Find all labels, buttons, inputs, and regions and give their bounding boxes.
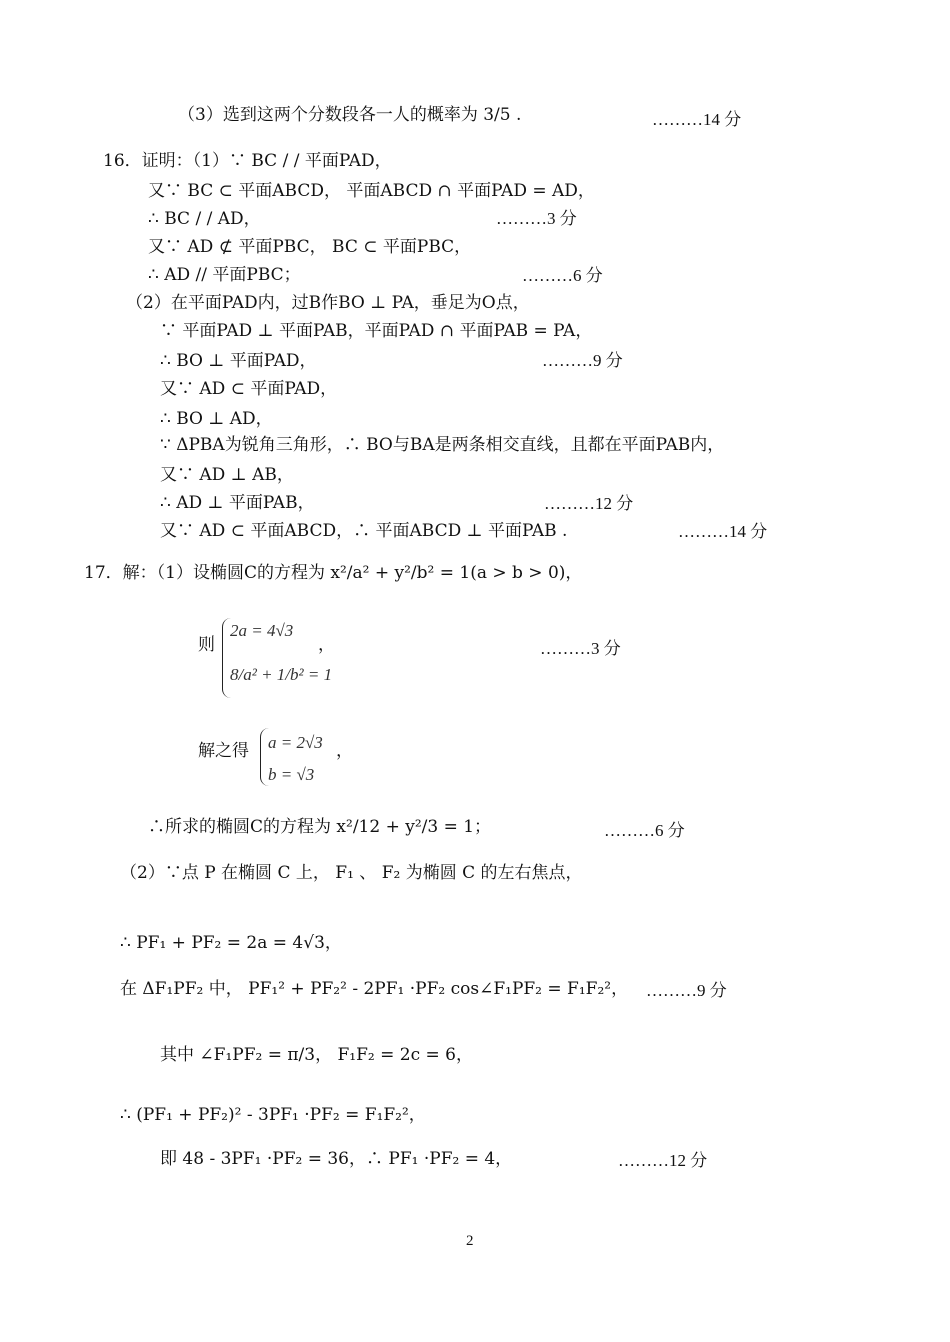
line-16-l: ∴ AD ⊥ 平面PAB，	[160, 493, 315, 513]
line-16-g: ∴ BO ⊥ 平面PAD，	[160, 351, 317, 371]
system2-comma: ，	[336, 741, 353, 761]
line-17-result: ∴所求的椭圆C的方程为 x²/12 + y²/3 = 1；	[148, 817, 492, 837]
line-16-m: 又∵ AD ⊂ 平面ABCD，∴ 平面ABCD ⊥ 平面PAB .	[160, 521, 568, 541]
line-17-square: ∴ (PF₁ + PF₂)² - 3PF₁ ·PF₂ = F₁F₂²，	[120, 1105, 426, 1125]
system2-eq2: b = √3	[268, 765, 315, 784]
line-17-then: 则	[198, 635, 215, 655]
line-16-f: ∵ 平面PAD ⊥ 平面PAB，平面PAD ∩ 平面PAB = PA，	[160, 321, 593, 341]
line-17-solve: 解之得	[198, 741, 249, 761]
line-16-b: ∴ BC / / AD，	[148, 209, 261, 229]
line-17-angle: 其中 ∠F₁PF₂ = π/3， F₁F₂ = 2c = 6，	[160, 1045, 473, 1065]
line-16-i: ∴ BO ⊥ AD，	[160, 409, 273, 429]
system1-eq1: 2a = 4√3	[230, 621, 294, 640]
line-16-c: 又∵ AD ⊄ 平面PBC， BC ⊂ 平面PBC，	[148, 237, 472, 257]
score-marker: ………12 分	[618, 1151, 708, 1170]
score-marker: ………14 分	[652, 110, 742, 129]
score-marker: ………6 分	[522, 266, 603, 285]
line-16-title: 16．证明：（1）∵ BC / / 平面PAD，	[103, 151, 392, 171]
line-17-part2: （2）∵点 P 在椭圆 C 上， F₁ 、 F₂ 为椭圆 C 的左右焦点，	[120, 863, 583, 883]
line-16-h: 又∵ AD ⊂ 平面PAD，	[160, 379, 338, 399]
score-marker: ………3 分	[496, 209, 577, 228]
system1-eq2: 8/a² + 1/b² = 1	[230, 665, 333, 684]
system1-comma: ，	[318, 635, 335, 655]
score-marker: ………9 分	[542, 351, 623, 370]
line-17-title: 17．解：（1）设椭圆C的方程为 x²/a² + y²/b² = 1(a > b > 0)，	[84, 563, 583, 583]
score-marker: ………6 分	[604, 821, 685, 840]
score-marker: ………9 分	[646, 981, 727, 1000]
line-17-sum: ∴ PF₁ + PF₂ = 2a = 4√3，	[120, 933, 342, 953]
score-marker: ………14 分	[678, 522, 768, 541]
line-16-j: ∵ ΔPBA为锐角三角形，∴ BO与BA是两条相交直线，且都在平面PAB内，	[160, 435, 725, 455]
line-16-a: 又∵ BC ⊂ 平面ABCD， 平面ABCD ∩ 平面PAD = AD，	[148, 181, 595, 201]
line-17-cosine: 在 ΔF₁PF₂ 中， PF₁² + PF₂² - 2PF₁ ·PF₂ cos∠F₁PF₂ = F₁F₂²，	[120, 979, 629, 999]
line-17-final: 即 48 - 3PF₁ ·PF₂ = 36，∴ PF₁ ·PF₂ = 4，	[160, 1149, 513, 1169]
score-marker: ………3 分	[540, 639, 621, 658]
line-16-d: ∴ AD // 平面PBC；	[148, 265, 301, 285]
system2-eq1: a = 2√3	[268, 733, 323, 752]
line-prob: （3）选到这两个分数段各一人的概率为 3/5 .	[178, 105, 522, 125]
line-16-k: 又∵ AD ⊥ AB，	[160, 465, 294, 485]
score-marker: ………12 分	[544, 494, 634, 513]
page-number: 2	[466, 1233, 474, 1249]
line-16-e: （2）在平面PAD内，过B作BO ⊥ PA，垂足为O点，	[126, 293, 530, 313]
